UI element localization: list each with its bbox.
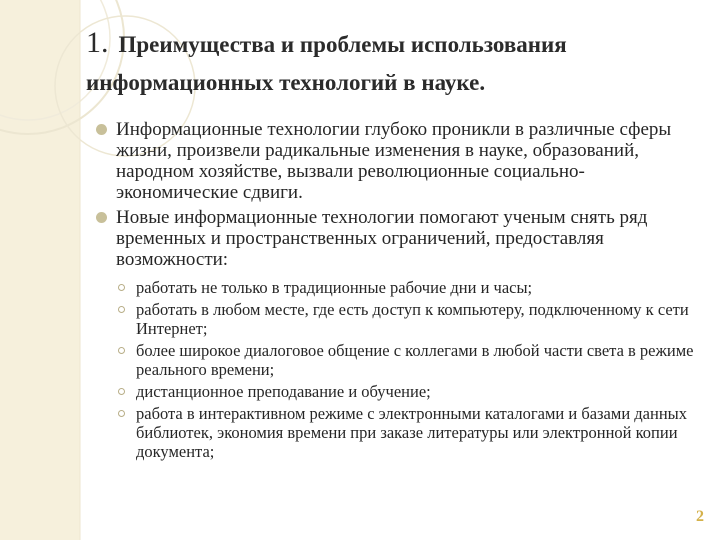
sub-bullet-item: [116, 341, 706, 379]
hollow-circle-icon: [118, 410, 125, 417]
bullet-item: [96, 207, 706, 270]
sub-bullet-item: [116, 300, 706, 338]
title-text: Преимущества и проблемы использования информационных технологий в науке.: [86, 32, 567, 95]
bullet-text: Новые информационные технологии помогают ученым снять ряд временных и пространственных ограничений, предоставляя возможности:: [116, 207, 648, 270]
sub-bullet-text: работа в интерактивном режиме с электронными каталогами и базами данных библиотек, экономия времени при заказе литературы или электронной копии документа;: [136, 404, 687, 461]
sub-bullet-text: работать не только в традиционные рабочие дни и часы;: [136, 278, 533, 297]
sub-bullet-item: [116, 404, 706, 461]
bullet-dot-icon: [96, 212, 107, 223]
sub-bullet-text: более широкое диалоговое общение с коллегами в любой части света в режиме реального времени;: [136, 341, 694, 379]
bullet-text: Информационные технологии глубоко проникли в различные сферы жизни, произвели радикальные изменения в науке, образований, народном хозяйстве, вызвали революционные социально-экономические сдвиги.: [116, 119, 672, 203]
page-number: 2: [696, 508, 704, 525]
sub-bullet-item: [116, 278, 706, 297]
bullet-item: [96, 119, 706, 203]
slide-content: [96, 119, 706, 464]
sub-bullet-text: работать в любом месте, где есть доступ к компьютеру, подключенному к сети Интернет;: [136, 300, 689, 338]
slide-title: [86, 24, 706, 102]
sub-bullet-text: дистанционное преподавание и обучение;: [136, 382, 431, 401]
sub-bullet-list: [116, 278, 706, 461]
hollow-circle-icon: [118, 388, 125, 395]
hollow-circle-icon: [118, 284, 125, 291]
hollow-circle-icon: [118, 347, 125, 354]
bullet-dot-icon: [96, 124, 107, 135]
hollow-circle-icon: [118, 306, 125, 313]
left-decorative-band: [0, 0, 80, 540]
sub-bullet-item: [116, 382, 706, 401]
title-number: 1.: [86, 26, 109, 59]
